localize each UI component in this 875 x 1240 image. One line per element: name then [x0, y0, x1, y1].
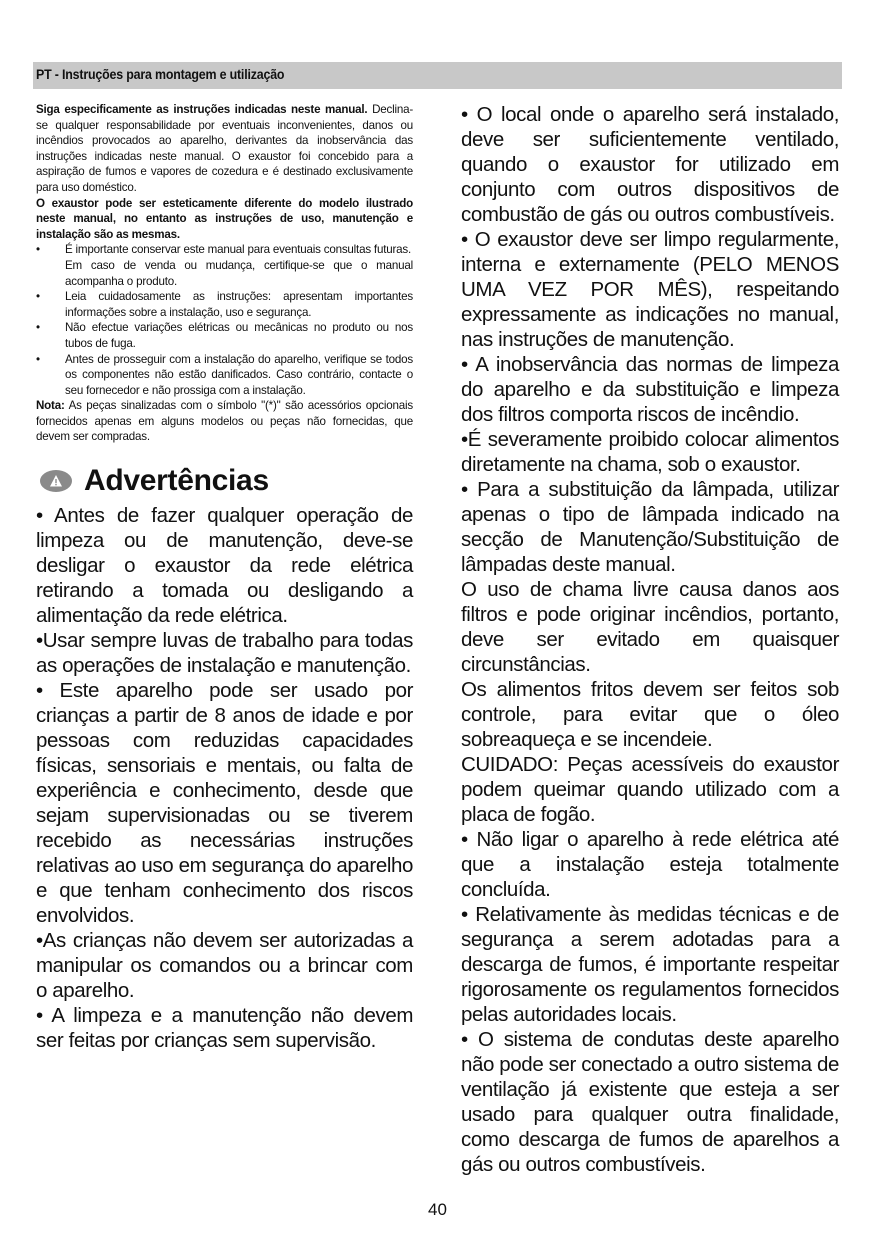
intro-p1-bold: Siga especificamente as instruções indicadas neste manual.: [36, 103, 368, 116]
intro-bullet-text: • Não efectue variações elétricas ou mecânicas no produto ou nos tubos de fuga.: [65, 321, 413, 350]
note-text: As peças sinalizadas com o símbolo "(*)" são acessórios opcionais fornecidos apenas em alguns modelos ou peças não fornecidas, que devem ser compradas.: [36, 399, 413, 444]
warning-paragraph: •É severamente proibido colocar alimentos diretamente na chama, sob o exaustor.: [461, 428, 839, 476]
warning-paragraph: CUIDADO: Peças acessíveis do exaustor podem queimar quando utilizado com a placa de fogão.: [461, 753, 839, 826]
warnings-title: Advertências: [84, 464, 269, 498]
section-header-bar: [33, 62, 842, 89]
warning-paragraph: •Usar sempre luvas de trabalho para todas as operações de instalação e manutenção.: [36, 629, 413, 678]
left-column: [36, 102, 413, 1053]
warning-paragraph: • O exaustor deve ser limpo regularmente, interna e externamente (PELO MENOS UMA VEZ POR MÊS), respeitando expressamente as indicações no manual, nas instruções de manutenção.: [461, 228, 839, 351]
page-number: 40: [428, 1200, 447, 1219]
intro-bullet-list: [36, 242, 413, 398]
warnings-heading: [36, 463, 413, 499]
warning-paragraph: • O local onde o aparelho será instalado, deve ser suficientemente ventilado, quando o exaustor for utilizado em conjunto com outros dispositivos de combustão de gás ou outros combustíveis.: [461, 103, 839, 226]
warning-paragraph: Os alimentos fritos devem ser feitos sob controle, para evitar que o óleo sobreaqueça e se incendeie.: [461, 678, 839, 751]
note-label: Nota:: [36, 399, 65, 413]
warning-icon: [40, 470, 72, 492]
intro-bullet: [36, 242, 413, 289]
warning-paragraph: • O sistema de condutas deste aparelho não pode ser conectado a outro sistema de ventilação já existente que esteja a ser usado para qualquer outra finalidade, como descarga de fumos de aparelhos a gás ou outros combustíveis.: [461, 1028, 839, 1176]
warning-paragraph: • A limpeza e a manutenção não devem ser feitas por crianças sem supervisão.: [36, 1004, 413, 1053]
intro-bullet-text: • É importante conservar este manual para eventuais consultas futuras.: [65, 243, 411, 257]
intro-p1-text: Declina-se qualquer responsabilidade por eventuais inconvenientes, danos ou incêndios provocados ao aparelho, derivantes da inobservância das instruções indicadas neste manual. O exaustor foi concebido para a aspiração de fumos e vapores de cozedura e é destinado exclusivamente para uso doméstico.: [36, 103, 413, 194]
warning-paragraph: • Antes de fazer qualquer operação de limpeza ou de manutenção, deve-se desligar o exaustor da rede elétrica retirando a tomada ou desligando a alimentação da rede elétrica.: [36, 504, 413, 628]
warning-paragraph: • Não ligar o aparelho à rede elétrica até que a instalação esteja totalmente concluída.: [461, 828, 839, 901]
warning-paragraph: • Relativamente às medidas técnicas e de segurança a serem adotadas para a descarga de fumos, é importante respeitar rigorosamente os regulamentos fornecidos pelas autoridades locais.: [461, 903, 839, 1026]
warning-paragraph: • Para a substituição da lâmpada, utilizar apenas o tipo de lâmpada indicado na secção de Manutenção/Substituição de lâmpadas deste manual.: [461, 478, 839, 576]
intro-bullet-text: • Antes de prosseguir com a instalação do aparelho, verifique se todos os componentes não estão danificados. Caso contrário, contacte o seu fornecedor e não prossiga com a instalação.: [65, 352, 413, 397]
intro-paragraph-2: O exaustor pode ser esteticamente diferente do modelo ilustrado neste manual, no entanto as instruções de uso, manutenção e instalação são as mesmas.: [36, 196, 413, 241]
warning-paragraph: O uso de chama livre causa danos aos filtros e pode originar incêndios, portanto, deve ser evitado em quaisquer circunstâncias.: [461, 578, 839, 676]
intro-bullet: [36, 289, 413, 320]
intro-bullet: [36, 352, 413, 399]
section-header-title: PT - Instruções para montagem e utilização: [36, 67, 285, 82]
intro-paragraph-1: [36, 102, 413, 196]
note-paragraph: [36, 398, 413, 445]
warning-paragraph: • Este aparelho pode ser usado por crianças a partir de 8 anos de idade e por pessoas com reduzidas capacidades físicas, sensoriais e mentais, ou falta de experiência e conhecimento, desde que sejam supervisionadas ou se tiverem recebido as necessárias instruções relativas ao uso em segurança do aparelho e que tenham conhecimento dos riscos envolvidos.: [36, 679, 413, 928]
warnings-right-text: [461, 102, 839, 1177]
intro-bullet-text: • Leia cuidadosamente as instruções: apresentam importantes informações sobre a instalação, uso e segurança.: [65, 290, 413, 319]
intro-bullet-text: Em caso de venda ou mudança, certifique-se que o manual acompanha o produto.: [65, 258, 413, 288]
intro-section: [36, 102, 413, 445]
warnings-left-text: [36, 503, 413, 1053]
warning-paragraph: • A inobservância das normas de limpeza do aparelho e da substituição e limpeza dos filtros comporta riscos de incêndio.: [461, 353, 839, 426]
warning-paragraph: •As crianças não devem ser autorizadas a manipular os comandos ou a brincar com o aparelho.: [36, 929, 413, 1003]
right-column: [461, 102, 839, 1177]
intro-bullet: [36, 320, 413, 351]
